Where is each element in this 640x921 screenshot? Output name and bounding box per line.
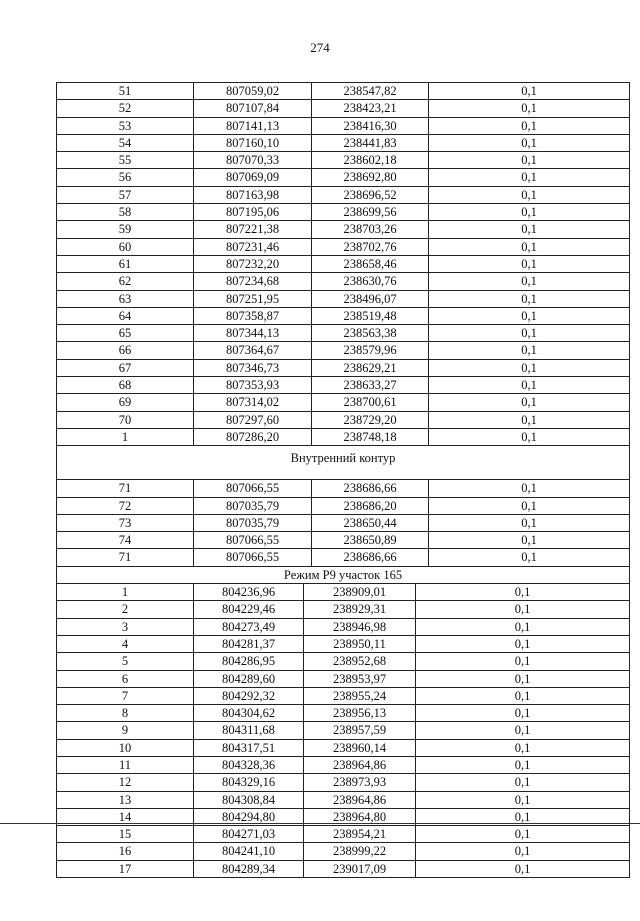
accuracy-cell: 0,1 (415, 792, 630, 808)
accuracy-cell: 0,1 (415, 636, 630, 652)
accuracy-cell: 0,1 (415, 653, 630, 669)
coord-y-cell: 238650,89 (311, 532, 428, 548)
accuracy-cell: 0,1 (428, 239, 630, 255)
coord-x-cell: 804281,37 (193, 636, 303, 652)
point-number-cell: 69 (56, 394, 193, 410)
coord-y-cell: 238909,01 (303, 584, 415, 600)
coord-y-cell: 238950,11 (303, 636, 415, 652)
point-number-cell: 54 (56, 135, 193, 151)
table-row (56, 308, 630, 325)
table-row (56, 792, 630, 809)
accuracy-cell: 0,1 (428, 498, 630, 514)
accuracy-cell: 0,1 (415, 774, 630, 790)
coord-x-cell: 804304,62 (193, 705, 303, 721)
point-number-cell: 60 (56, 239, 193, 255)
table-row (56, 584, 630, 601)
table-row (56, 601, 630, 618)
table-row (56, 256, 630, 273)
accuracy-cell: 0,1 (428, 342, 630, 358)
coord-x-cell: 804294,80 (193, 809, 303, 825)
point-number-cell: 53 (56, 118, 193, 134)
accuracy-cell: 0,1 (415, 826, 630, 842)
table-row (56, 135, 630, 152)
section-header-inner-contour (56, 446, 630, 480)
coord-x-cell: 807035,79 (193, 515, 311, 531)
accuracy-cell: 0,1 (415, 843, 630, 859)
coord-x-cell: 807141,13 (193, 118, 311, 134)
point-number-cell: 65 (56, 325, 193, 341)
accuracy-cell: 0,1 (428, 308, 630, 324)
accuracy-cell: 0,1 (428, 532, 630, 548)
table-row (56, 757, 630, 774)
table-row (56, 740, 630, 757)
accuracy-cell: 0,1 (415, 861, 630, 877)
point-number-cell: 74 (56, 532, 193, 548)
point-number-cell: 59 (56, 221, 193, 237)
coord-x-cell: 804236,96 (193, 584, 303, 600)
table-row (56, 100, 630, 117)
point-number-cell: 2 (56, 601, 193, 617)
point-number-cell: 1 (56, 429, 193, 445)
table-row (56, 204, 630, 221)
coord-x-cell: 804229,46 (193, 601, 303, 617)
coord-y-cell: 238952,68 (303, 653, 415, 669)
point-number-cell: 10 (56, 740, 193, 756)
accuracy-cell: 0,1 (415, 584, 630, 600)
point-number-cell: 3 (56, 619, 193, 635)
point-number-cell: 6 (56, 671, 193, 687)
coord-y-cell: 238702,76 (311, 239, 428, 255)
coord-x-cell: 807364,67 (193, 342, 311, 358)
table-row (56, 239, 630, 256)
table-row (56, 774, 630, 791)
accuracy-cell: 0,1 (428, 187, 630, 203)
coord-x-cell: 807160,10 (193, 135, 311, 151)
section-label: Режим Р9 участок 165 (283, 567, 403, 582)
point-number-cell: 68 (56, 377, 193, 393)
coord-x-cell: 804317,51 (193, 740, 303, 756)
table-row (56, 549, 630, 566)
coord-x-cell: 807066,55 (193, 549, 311, 565)
table-row (56, 722, 630, 739)
coord-x-cell: 804241,10 (193, 843, 303, 859)
coord-x-cell: 804308,84 (193, 792, 303, 808)
table-row (56, 325, 630, 342)
table-row (56, 412, 630, 429)
coord-y-cell: 238441,83 (311, 135, 428, 151)
accuracy-cell: 0,1 (428, 204, 630, 220)
table-row (56, 273, 630, 290)
table-row (56, 843, 630, 860)
coord-y-cell: 238956,13 (303, 705, 415, 721)
point-number-cell: 72 (56, 498, 193, 514)
table-group-main (56, 82, 630, 446)
coord-y-cell: 238957,59 (303, 722, 415, 738)
point-number-cell: 14 (56, 809, 193, 825)
coord-y-cell: 238964,80 (303, 809, 415, 825)
table-row (56, 187, 630, 204)
coord-x-cell: 804271,03 (193, 826, 303, 842)
accuracy-cell: 0,1 (428, 169, 630, 185)
point-number-cell: 4 (56, 636, 193, 652)
table-row (56, 861, 630, 878)
accuracy-cell: 0,1 (428, 221, 630, 237)
coord-x-cell: 807234,68 (193, 273, 311, 289)
coord-x-cell: 807297,60 (193, 412, 311, 428)
coord-x-cell: 807163,98 (193, 187, 311, 203)
coord-x-cell: 807358,87 (193, 308, 311, 324)
accuracy-cell: 0,1 (428, 549, 630, 565)
point-number-cell: 9 (56, 722, 193, 738)
accuracy-cell: 0,1 (428, 256, 630, 272)
accuracy-cell: 0,1 (428, 360, 630, 376)
coord-x-cell: 804273,49 (193, 619, 303, 635)
coord-y-cell: 238630,76 (311, 273, 428, 289)
accuracy-cell: 0,1 (428, 152, 630, 168)
coord-y-cell: 238686,66 (311, 549, 428, 565)
coord-y-cell: 239017,09 (303, 861, 415, 877)
coord-y-cell: 238692,80 (311, 169, 428, 185)
coord-x-cell: 807195,06 (193, 204, 311, 220)
point-number-cell: 12 (56, 774, 193, 790)
coord-x-cell: 807353,93 (193, 377, 311, 393)
coord-y-cell: 238964,86 (303, 792, 415, 808)
point-number-cell: 8 (56, 705, 193, 721)
point-number-cell: 61 (56, 256, 193, 272)
coord-x-cell: 807107,84 (193, 100, 311, 116)
table-row (56, 688, 630, 705)
accuracy-cell: 0,1 (415, 688, 630, 704)
coord-y-cell: 238973,93 (303, 774, 415, 790)
table-row (56, 82, 630, 100)
coord-x-cell: 804289,34 (193, 861, 303, 877)
coord-x-cell: 807314,02 (193, 394, 311, 410)
coord-y-cell: 238954,21 (303, 826, 415, 842)
point-number-cell: 64 (56, 308, 193, 324)
table-row (56, 653, 630, 670)
coordinates-table (56, 82, 630, 878)
point-number-cell: 17 (56, 861, 193, 877)
coord-x-cell: 807066,55 (193, 532, 311, 548)
table-row (56, 377, 630, 394)
accuracy-cell: 0,1 (428, 100, 630, 116)
accuracy-cell: 0,1 (428, 480, 630, 496)
accuracy-cell: 0,1 (428, 429, 630, 445)
coord-x-cell: 807231,46 (193, 239, 311, 255)
coord-y-cell: 238547,82 (311, 83, 428, 99)
accuracy-cell: 0,1 (415, 619, 630, 635)
coord-y-cell: 238650,44 (311, 515, 428, 531)
coord-y-cell: 238519,48 (311, 308, 428, 324)
coord-x-cell: 807066,55 (193, 480, 311, 496)
table-group-inner-contour (56, 480, 630, 566)
table-row (56, 152, 630, 169)
table-group-p9 (56, 584, 630, 878)
coord-y-cell: 238946,98 (303, 619, 415, 635)
point-number-cell: 56 (56, 169, 193, 185)
page-number: 274 (310, 40, 330, 55)
accuracy-cell: 0,1 (415, 705, 630, 721)
coord-y-cell: 238929,31 (303, 601, 415, 617)
coord-y-cell: 238633,27 (311, 377, 428, 393)
coord-y-cell: 238423,21 (311, 100, 428, 116)
coord-y-cell: 238748,18 (311, 429, 428, 445)
table-row (56, 826, 630, 843)
point-number-cell: 73 (56, 515, 193, 531)
coord-x-cell: 807035,79 (193, 498, 311, 514)
table-row (56, 705, 630, 722)
coord-y-cell: 238658,46 (311, 256, 428, 272)
coord-y-cell: 238579,96 (311, 342, 428, 358)
point-number-cell: 67 (56, 360, 193, 376)
accuracy-cell: 0,1 (415, 740, 630, 756)
coord-y-cell: 238953,97 (303, 671, 415, 687)
point-number-cell: 51 (56, 83, 193, 99)
page-bottom-rule (0, 823, 640, 824)
accuracy-cell: 0,1 (428, 291, 630, 307)
point-number-cell: 71 (56, 480, 193, 496)
point-number-cell: 63 (56, 291, 193, 307)
coord-x-cell: 807070,33 (193, 152, 311, 168)
point-number-cell: 70 (56, 412, 193, 428)
coord-y-cell: 238416,30 (311, 118, 428, 134)
point-number-cell: 52 (56, 100, 193, 116)
coord-y-cell: 238686,66 (311, 480, 428, 496)
coord-y-cell: 238686,20 (311, 498, 428, 514)
section-header-p9 (56, 567, 630, 584)
table-row (56, 636, 630, 653)
point-number-cell: 66 (56, 342, 193, 358)
point-number-cell: 55 (56, 152, 193, 168)
coord-y-cell: 238964,86 (303, 757, 415, 773)
table-row (56, 291, 630, 308)
accuracy-cell: 0,1 (428, 412, 630, 428)
table-row (56, 169, 630, 186)
point-number-cell: 7 (56, 688, 193, 704)
coord-x-cell: 807059,02 (193, 83, 311, 99)
accuracy-cell: 0,1 (415, 601, 630, 617)
table-row (56, 342, 630, 359)
accuracy-cell: 0,1 (428, 377, 630, 393)
table-row (56, 671, 630, 688)
coord-x-cell: 804311,68 (193, 722, 303, 738)
point-number-cell: 11 (56, 757, 193, 773)
table-row (56, 118, 630, 135)
table-row (56, 515, 630, 532)
point-number-cell: 13 (56, 792, 193, 808)
point-number-cell: 62 (56, 273, 193, 289)
accuracy-cell: 0,1 (428, 83, 630, 99)
table-row (56, 394, 630, 411)
point-number-cell: 71 (56, 549, 193, 565)
accuracy-cell: 0,1 (428, 118, 630, 134)
point-number-cell: 15 (56, 826, 193, 842)
table-row (56, 619, 630, 636)
coord-y-cell: 238496,07 (311, 291, 428, 307)
point-number-cell: 1 (56, 584, 193, 600)
accuracy-cell: 0,1 (415, 671, 630, 687)
point-number-cell: 5 (56, 653, 193, 669)
coord-x-cell: 804329,16 (193, 774, 303, 790)
coord-x-cell: 807346,73 (193, 360, 311, 376)
table-row (56, 360, 630, 377)
coord-y-cell: 238729,20 (311, 412, 428, 428)
coord-x-cell: 804328,36 (193, 757, 303, 773)
table-row (56, 221, 630, 238)
accuracy-cell: 0,1 (428, 273, 630, 289)
coord-x-cell: 807232,20 (193, 256, 311, 272)
coord-y-cell: 238699,56 (311, 204, 428, 220)
coord-x-cell: 807069,09 (193, 169, 311, 185)
coord-y-cell: 238563,38 (311, 325, 428, 341)
point-number-cell: 57 (56, 187, 193, 203)
section-label: Внутренний контур (290, 451, 396, 466)
table-row (56, 532, 630, 549)
coord-x-cell: 804289,60 (193, 671, 303, 687)
accuracy-cell: 0,1 (415, 757, 630, 773)
coord-y-cell: 238960,14 (303, 740, 415, 756)
accuracy-cell: 0,1 (415, 809, 630, 825)
coord-y-cell: 238629,21 (311, 360, 428, 376)
accuracy-cell: 0,1 (428, 515, 630, 531)
table-row (56, 480, 630, 497)
point-number-cell: 16 (56, 843, 193, 859)
coord-x-cell: 807221,38 (193, 221, 311, 237)
coord-y-cell: 238999,22 (303, 843, 415, 859)
table-row (56, 498, 630, 515)
coord-x-cell: 807344,13 (193, 325, 311, 341)
accuracy-cell: 0,1 (415, 722, 630, 738)
coord-y-cell: 238602,18 (311, 152, 428, 168)
accuracy-cell: 0,1 (428, 325, 630, 341)
coord-y-cell: 238700,61 (311, 394, 428, 410)
point-number-cell: 58 (56, 204, 193, 220)
accuracy-cell: 0,1 (428, 135, 630, 151)
coord-x-cell: 804292,32 (193, 688, 303, 704)
coord-x-cell: 807286,20 (193, 429, 311, 445)
coord-y-cell: 238703,26 (311, 221, 428, 237)
coord-y-cell: 238955,24 (303, 688, 415, 704)
coord-x-cell: 807251,95 (193, 291, 311, 307)
table-row (56, 429, 630, 446)
accuracy-cell: 0,1 (428, 394, 630, 410)
coord-y-cell: 238696,52 (311, 187, 428, 203)
coord-x-cell: 804286,95 (193, 653, 303, 669)
